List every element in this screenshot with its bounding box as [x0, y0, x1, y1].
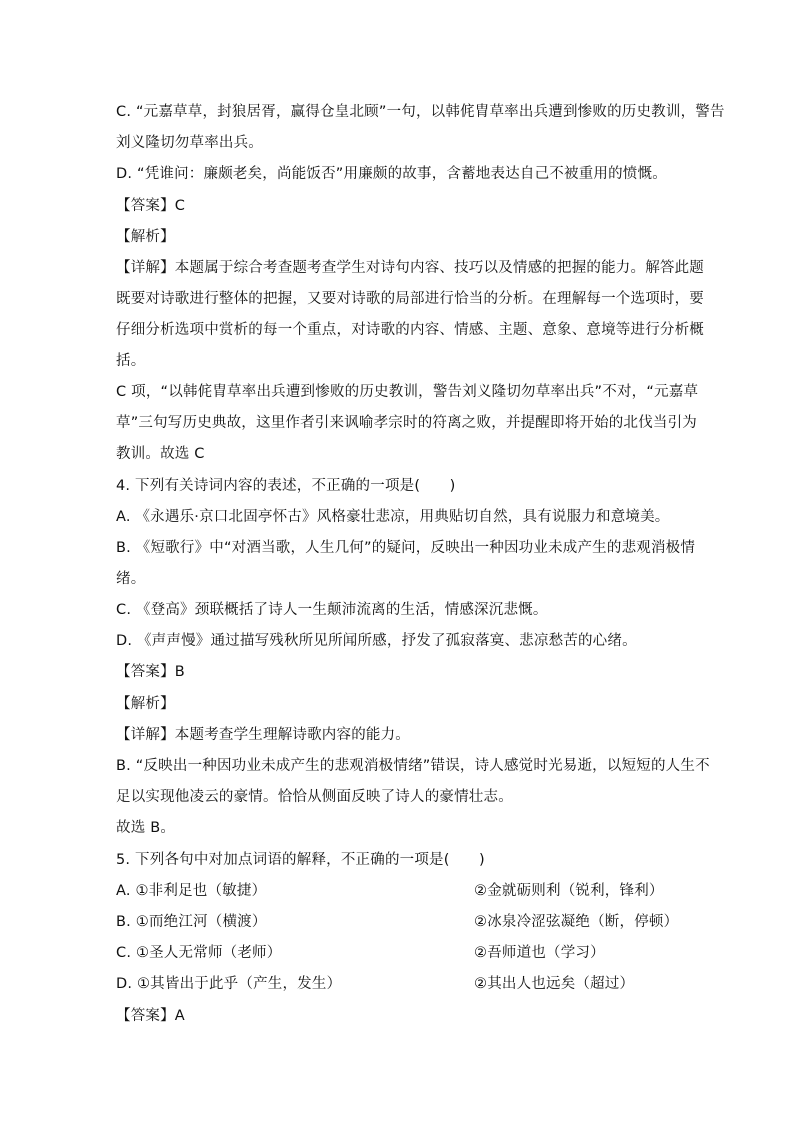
option-d-left: D. ①其皆出于此乎（产生，发生） — [116, 976, 342, 992]
answer-label: 【答案】C — [116, 198, 186, 214]
question-4-detail-3: 足以实现他凌云的豪情。恰恰从侧面反映了诗人的豪情壮志。 — [116, 789, 513, 805]
option-d-right: ②其出人也远矣（超过） — [474, 976, 635, 992]
option-c-right: ②吾师道也（学习） — [474, 945, 605, 961]
question-4-detail-1: 【详解】本题考查学生理解诗歌内容的能力。 — [116, 727, 410, 743]
detail-line-6: 草”三句写历史典故，这里作者引来讽喻孝宗时的符离之败，并提醒即将开始的北伐当引为 — [116, 415, 698, 431]
option-d-line: D. “凭谁问：廉颇老矣，尚能饭否”用廉颇的故事，含蓄地表达自己不被重用的愤慨。 — [116, 166, 667, 182]
question-4-option-b-2: 绪。 — [116, 571, 146, 587]
detail-line-5: C 项，“以韩侂胄草率出兵遭到惨败的历史教训，警告刘义隆切勿草率出兵”不对，“元嘉草 — [116, 384, 699, 400]
question-4-conclusion: 故选 B。 — [116, 820, 176, 836]
question-4-option-c: C. 《登高》颈联概括了诗人一生颠沛流离的生活，情感深沉悲慨。 — [116, 602, 548, 618]
detail-line-2: 既要对诗歌进行整体的把握，又要对诗歌的局部进行恰当的分析。在理解每一个选项时，要 — [116, 291, 704, 307]
question-5-option-d — [116, 974, 635, 994]
option-c-line-2: 刘义隆切勿草率出兵。 — [116, 135, 263, 151]
detail-line-3: 仔细分析选项中赏析的每一个重点，对诗歌的内容、情感、主题、意象、意境等进行分析概 — [116, 322, 704, 338]
question-5-stem: 5. 下列各句中对加点词语的解释，不正确的一项是( ) — [116, 852, 485, 868]
question-5-option-a — [116, 881, 664, 901]
detail-line-1: 【详解】本题属于综合考查题考查学生对诗句内容、技巧以及情感的把握的能力。解答此题 — [116, 260, 704, 276]
question-4-detail-2: B. “反映出一种因功业未成产生的悲观消极情绪”错误，诗人感觉时光易逝，以短短的人生不 — [116, 758, 710, 774]
question-5-answer: 【答案】A — [116, 1008, 185, 1024]
question-5-option-b — [116, 912, 679, 932]
detail-line-7: 教训。故选 C — [116, 446, 205, 462]
option-c-line-1: C. “元嘉草草，封狼居胥，赢得仓皇北顾”一句，以韩侂胄草率出兵遭到惨败的历史教训，警告 — [116, 104, 725, 120]
option-b-left: B. ①而绝江河（横渡） — [116, 914, 267, 930]
question-4-option-d: D. 《声声慢》通过描写残秋所见所闻所感，抒发了孤寂落寞、悲凉愁苦的心绪。 — [116, 633, 637, 649]
analysis-label: 【解析】 — [116, 229, 175, 245]
question-4-answer: 【答案】B — [116, 664, 185, 680]
question-4-option-a: A. 《永遇乐·京口北固亭怀古》风格豪壮悲凉，用典贴切自然，具有说服力和意境美。 — [116, 509, 670, 525]
question-4-option-b-1: B. 《短歌行》中“对酒当歌，人生几何”的疑问，反映出一种因功业未成产生的悲观消极情 — [116, 540, 696, 556]
option-c-left: C. ①圣人无常师（老师） — [116, 945, 282, 961]
option-b-right: ②冰泉冷涩弦凝绝（断，停顿） — [474, 914, 679, 930]
question-4-stem: 4. 下列有关诗词内容的表述，不正确的一项是( ) — [116, 478, 456, 494]
option-a-left: A. ①非利足也（敏捷） — [116, 883, 267, 899]
option-a-right: ②金就砺则利（锐利，锋利） — [474, 883, 664, 899]
question-5-option-c — [116, 943, 605, 963]
question-4-analysis-label: 【解析】 — [116, 696, 175, 712]
detail-line-4: 括。 — [116, 353, 146, 369]
